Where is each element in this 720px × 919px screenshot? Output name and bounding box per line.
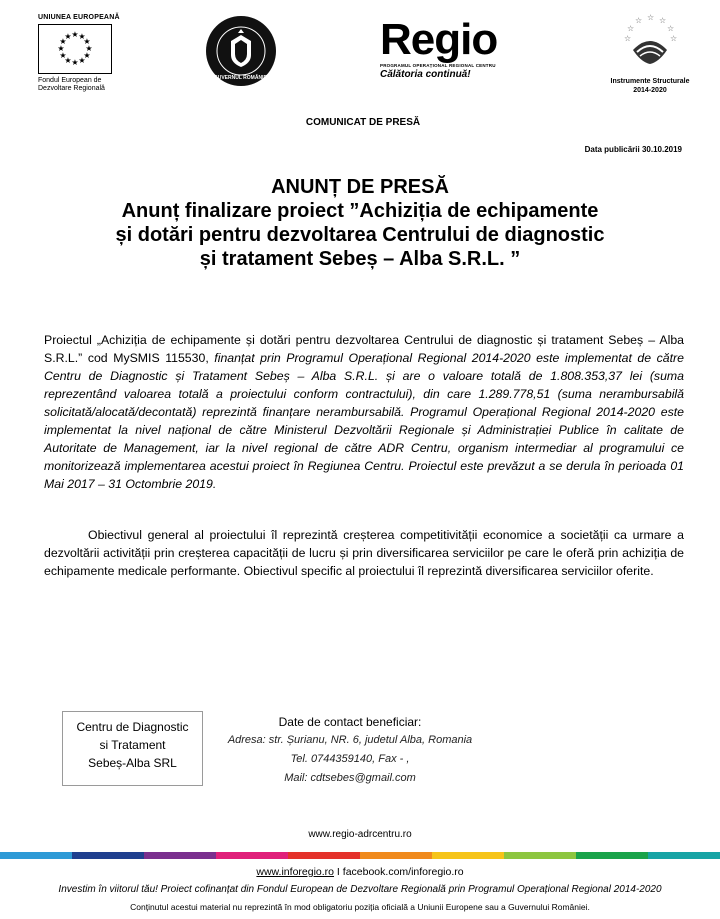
rainbow-segment [648, 852, 720, 859]
contact-phone: Tel. 0744359140, Fax - , [290, 753, 410, 765]
structural-instruments-logo [600, 10, 700, 95]
rainbow-bar [0, 852, 720, 859]
rainbow-segment [576, 852, 649, 859]
svg-text:☆: ☆ [659, 16, 667, 25]
eu-logo-top-text: UNIUNEA EUROPEANĂ [38, 14, 120, 21]
svg-text:★: ★ [71, 30, 79, 39]
beneficiary-line-3: Sebeș-Alba SRL [88, 756, 177, 770]
rainbow-segment [216, 852, 289, 859]
svg-text:★: ★ [57, 44, 65, 53]
footer-link-separator: I [334, 866, 343, 878]
regio-site-link[interactable]: www.regio-adrcentru.ro [308, 829, 412, 840]
footer-cofinance-note: Investim în viitorul tău! Proiect cofinanțat din Fondul European de Dezvoltare Regională prin Programul Operațional Regional 2014-2020 [58, 884, 662, 895]
publication-date: Data publicării 30.10.2019 [584, 145, 682, 154]
svg-text:★: ★ [71, 58, 79, 67]
title-line-1: ANUNȚ DE PRESĂ [271, 176, 449, 198]
svg-text:★: ★ [83, 51, 91, 60]
footer-links [0, 866, 720, 878]
eu-flag-icon [38, 24, 112, 74]
regio-logo-tagline: Călătoria continuă! [380, 69, 471, 80]
beneficiary-box [62, 711, 203, 786]
svg-text:☆: ☆ [635, 16, 643, 25]
svg-text:☆: ☆ [667, 24, 675, 33]
facebook-link[interactable]: facebook.com/inforegio.ro [342, 866, 464, 878]
regio-logo [380, 15, 540, 80]
rainbow-segment [288, 852, 361, 859]
regio-logo-subtitle: PROGRAMUL OPERAȚIONAL REGIONAL CENTRU [380, 63, 496, 68]
regio-logo-word: Regio [380, 15, 498, 64]
contact-title: Date de contact beneficiar: [278, 715, 422, 729]
svg-text:☆: ☆ [627, 24, 635, 33]
contact-info [210, 713, 490, 788]
svg-text:★: ★ [64, 56, 72, 65]
rainbow-segment [0, 852, 73, 859]
gov-seal-text: GUVERNUL ROMÂNIEI [213, 75, 269, 81]
svg-text:☆: ☆ [624, 34, 632, 43]
is-logo-line2: 2014-2020 [633, 87, 667, 94]
rainbow-segment [504, 852, 577, 859]
government-seal-icon [205, 15, 277, 87]
svg-text:★: ★ [64, 32, 72, 41]
paragraph1-normal-text: Proiectul „Achiziția de echipamente și dotări pentru dezvoltarea Centrului de diagnostic și tratament Sebeș – Alba S.R.L.” cod MySMIS 115530, [44, 333, 684, 365]
paragraph1-italic-text: finanțat prin Programul Operațional Regional 2014-2020 este implementat de către Centru de Diagnostic și Tratament Sebeș – Alba S.R.L. și are o valoare totală de 1.808.353,37 lei (suma reprezentând valoarea totală a proiectului conform contractului), din care 1.289.778,51 (suma nerambursabilă solicitată/alocată/decontată) reprezintă finanțare nerambursabilă. Programul Operațional Regional 2014-2020 este implementat la nivel național de către Ministerul Dezvoltării Regionale și Administrației Publice în calitate de Autoritate de Management, iar la nivel regional de către ADR Centru, organism intermediar al programului ce monitorizează implementarea acestui proiect în Regiunea Centru. Proiectul este prevăzut a se derula în perioada 01 Mai 2017 – 31 Octombrie 2019. [44, 351, 684, 491]
rainbow-segment [432, 852, 505, 859]
svg-text:★: ★ [78, 32, 86, 41]
title-line-4: și tratament Sebeș – Alba S.R.L. ” [199, 248, 521, 270]
inforegio-link[interactable]: www.inforegio.ro [256, 866, 335, 878]
title-line-3: și dotări pentru dezvoltarea Centrului de diagnostic [115, 224, 605, 246]
svg-text:★: ★ [83, 37, 91, 46]
beneficiary-line-1: Centru de Diagnostic [76, 720, 189, 734]
eu-logo-bottom-line2: Dezvoltare Regională [38, 85, 105, 92]
stars-wheel-icon [615, 10, 685, 72]
is-logo-line1: Instrumente Structurale [610, 78, 690, 85]
paragraph-project-description [44, 331, 684, 493]
svg-text:★: ★ [78, 56, 86, 65]
press-release-label: COMUNICAT DE PRESĂ [305, 117, 421, 128]
title-line-2: Anunț finalizare proiect ”Achiziția de echipamente [121, 200, 599, 222]
eu-logo [38, 14, 118, 93]
svg-text:★: ★ [59, 37, 67, 46]
contact-address: Adresa: str. Șurianu, NR. 6, judetul Alba, Romania [227, 734, 473, 746]
rainbow-segment [360, 852, 433, 859]
paragraph-objectives: Obiectivul general al proiectului îl reprezintă creșterea competitivității economice a societății ca urmare a dezvoltării activității prin creșterea capacității de lucru și prin diversificarea serviciilor pe care le oferă prin achiziția de echipamente medicale performante. Obiectivul specific al proiectului îl reprezintă diversificarea serviciilor oferite. [44, 528, 684, 578]
svg-text:☆: ☆ [670, 34, 678, 43]
rainbow-segment [72, 852, 145, 859]
eu-logo-bottom-line1: Fondul European de [38, 77, 102, 84]
svg-text:★: ★ [59, 51, 67, 60]
rainbow-segment [144, 852, 217, 859]
svg-text:☆: ☆ [647, 13, 655, 22]
footer-disclaimer: Conținutul acestui material nu reprezintă în mod obligatoriu poziția oficială a Uniunii Europene sau a Guvernului României. [130, 902, 590, 912]
document-title [60, 175, 660, 271]
beneficiary-line-2: si Tratament [99, 738, 166, 752]
contact-mail: Mail: cdtsebes@gmail.com [284, 772, 416, 784]
svg-text:★: ★ [85, 44, 93, 53]
